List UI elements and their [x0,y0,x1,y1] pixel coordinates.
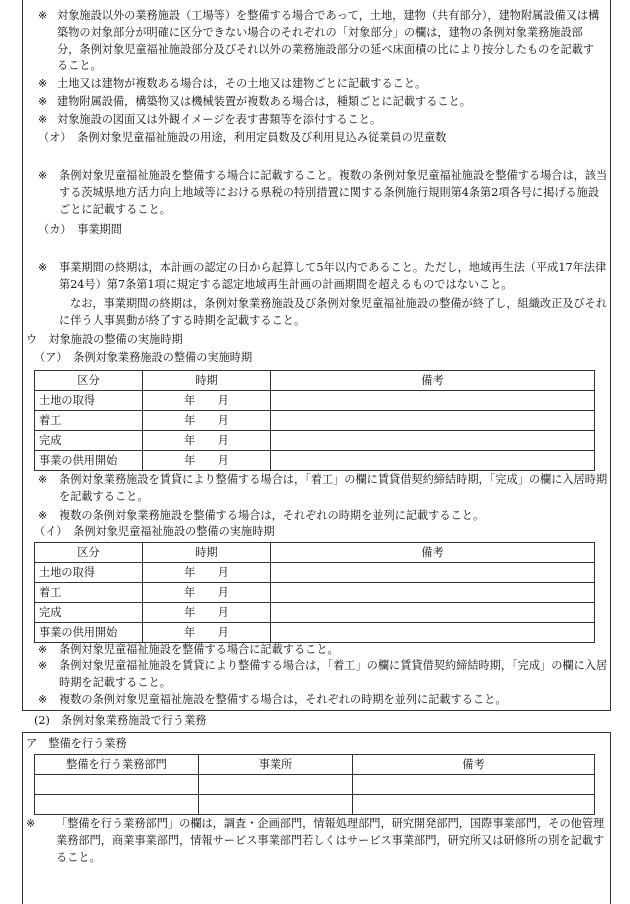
note-mark: ※ [26,817,36,830]
column-header: 時期 [143,543,271,563]
table-row [35,563,595,583]
schedule-table-business [34,370,595,471]
table-cell: 事業の供用開始 [35,623,143,643]
table-cell[interactable] [271,451,595,471]
note-item [38,8,603,75]
table-cell[interactable]: 年 月 [143,603,271,623]
column-header: 区分 [35,543,143,563]
table-cell: 着工 [35,583,143,603]
table-cell[interactable] [353,775,595,795]
note-mark: ※ [38,659,48,672]
table-cell: 完成 [35,603,143,623]
table-cell: 完成 [35,431,143,451]
column-header: 事業所 [199,755,353,775]
table-row [35,583,595,603]
note-text: 対象施設の図面又は外観イメージを表す書類等を添付すること。 [57,113,382,126]
note-mark: ※ [38,509,48,522]
column-header: 備考 [271,371,595,391]
column-header: 時期 [143,371,271,391]
note-item [38,260,608,294]
section-heading-a: （ア） 条例対象業務施設の整備の実施時期 [34,351,253,364]
table-row [35,623,595,643]
note-text: 事業期間の終期は，本計画の認定の日から起算して5年以内であること。ただし，地域再生法（平成17年法律第24号）第7条第1項に規定する認定地域再生計画の計画期間を超えるものではないこと。 [59,261,607,291]
table-cell[interactable] [271,391,595,411]
note-mark: ※ [38,9,48,22]
table-cell[interactable] [271,583,595,603]
table-header-row [35,755,595,775]
table-cell[interactable] [35,775,199,795]
note-text: 対象施設以外の業務施設（工場等）を整備する場合であって，土地，建物（共有部分），建物附属設備又は構築物の対象部分が明確に区分できない場合のそれぞれの「対象部分」の欄は，建物の条例対象業務施設部分，条例対象児童福祉施設部分及びそれ以外の業務施設部分の延べ床面積の比により按分したものを記載すること。 [57,9,600,73]
table-cell[interactable]: 年 月 [143,623,271,643]
section-heading-o: （オ） 条例対象児童福祉施設の用途，利用定員数及び利用見込み従業員の児童数 [38,131,447,144]
note-item [38,658,608,692]
note-mark: ※ [38,95,48,108]
note-mark: ※ [38,169,48,182]
note-text: 条例対象業務施設を賃貸により整備する場合は，「着工」の欄に賃貸借契約締結時期，「完成」の欄に入居時期を記載すること。 [59,473,608,503]
note-continuation: なお，事業期間の終期は，条例対象業務施設及び条例対象児童福祉施設の整備が終了し，組織改正及びそれに伴う人事異動が終了する時期を記載すること。 [59,297,608,327]
table-cell[interactable]: 年 月 [143,451,271,471]
table-cell[interactable] [271,623,595,643]
table-cell[interactable] [271,411,595,431]
note-item [38,472,608,506]
table-cell: 土地の取得 [35,563,143,583]
table-cell[interactable]: 年 月 [143,391,271,411]
note-item [38,508,608,525]
table-row [35,451,595,471]
column-header: 備考 [271,543,595,563]
table-cell[interactable] [199,775,353,795]
table-row [35,603,595,623]
note-text: 「整備を行う業務部門」の欄は，調査・企画部門，情報処理部門，研究開発部門，国際事業部門，その他管理業務部門，商業事業部門，情報サービス事業部門若しくはサービス事業部門，研究所又は研修所の別を記載すること。 [56,817,605,864]
note-text: 複数の条例対象業務施設を整備する場合は，それぞれの時期を並列に記載すること。 [59,509,485,522]
table-header-row [35,371,595,391]
section-heading-ka: （カ） 事業期間 [38,223,122,236]
table-cell[interactable] [271,431,595,451]
note-mark: ※ [38,693,48,706]
table-row [35,795,595,815]
note-text: 条例対象児童福祉施設を賃貸により整備する場合は，「着工」の欄に賃貸借契約締結時期，「完成」の欄に入居時期を記載すること。 [59,659,608,689]
note-mark: ※ [38,113,48,126]
note-item [26,816,606,866]
table-cell: 着工 [35,411,143,431]
section-heading-a2: ア 整備を行う業務 [26,737,127,750]
note-item [38,94,603,111]
section-heading-i: （イ） 条例対象児童福祉施設の整備の実施時期 [34,525,275,538]
note-item [38,76,603,93]
note-text: 土地又は建物が複数ある場合は，その土地又は建物ごとに記載すること。 [57,77,427,90]
table-cell[interactable]: 年 月 [143,431,271,451]
table-cell[interactable] [353,795,595,815]
note-text: 条例対象児童福祉施設を整備する場合に記載すること。 [59,643,339,656]
note-item [38,692,608,709]
table-cell[interactable]: 年 月 [143,411,271,431]
table-cell[interactable] [271,603,595,623]
table-cell: 事業の供用開始 [35,451,143,471]
table-row [35,411,595,431]
table-cell[interactable] [271,563,595,583]
table-row [35,391,595,411]
note-text: 複数の条例対象児童福祉施設を整備する場合は，それぞれの時期を並列に記載すること。 [59,693,507,706]
column-header: 整備を行う業務部門 [35,755,199,775]
table-row [35,775,595,795]
note-item [38,168,608,218]
table-cell: 土地の取得 [35,391,143,411]
table-cell[interactable]: 年 月 [143,583,271,603]
schedule-table-childcare [34,542,595,643]
table-header-row [35,543,595,563]
note-mark: ※ [38,643,48,656]
table-cell[interactable] [35,795,199,815]
table-cell[interactable]: 年 月 [143,563,271,583]
section-heading-2: (2) 条例対象業務施設で行う業務 [34,714,207,727]
column-header: 区分 [35,371,143,391]
note-mark: ※ [38,473,48,486]
business-division-table [34,754,595,815]
note-item [38,642,608,659]
note-item [38,112,603,129]
column-header: 備考 [353,755,595,775]
note-text: 建物附属設備，構築物又は機械装置が複数ある場合は，種類ごとに記載すること。 [57,95,471,108]
note-mark: ※ [38,261,48,274]
note-mark: ※ [38,77,48,90]
note-text: 条例対象児童福祉施設を整備する場合に記載すること。複数の条例対象児童福祉施設を整備する場合は，該当する茨城県地方活力向上地域等における県税の特別措置に関する条例施行規則第4条第2項各号に掲げる施設ごとに記載すること。 [59,169,608,216]
table-cell[interactable] [199,795,353,815]
table-row [35,431,595,451]
section-heading-u: ウ 対象施設の整備の実施時期 [26,333,183,346]
